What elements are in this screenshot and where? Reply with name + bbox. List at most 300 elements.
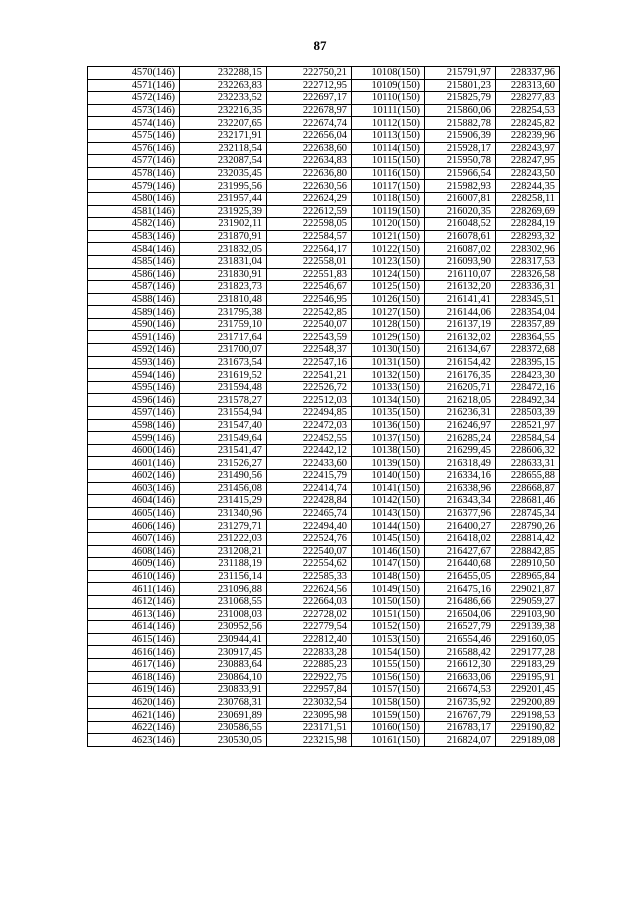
table-cell-coord-x-a: 231188,19: [180, 558, 267, 571]
table-cell-point-id-a: 4615(146): [88, 633, 180, 646]
table-cell-coord-x-b: 216087,02: [425, 243, 496, 256]
table-cell-coord-x-a: 231208,21: [180, 545, 267, 558]
table-row: [88, 268, 560, 281]
table-cell-point-id-b: 10124(150): [352, 268, 425, 281]
table-cell-point-id-b: 10111(150): [352, 104, 425, 117]
table-row: [88, 281, 560, 294]
table-row: [88, 621, 560, 634]
table-cell-point-id-b: 10132(150): [352, 369, 425, 382]
table-cell-coord-x-b: 216612,30: [425, 658, 496, 671]
table-cell-coord-y-b: 229139,38: [496, 621, 560, 634]
table-cell-coord-x-a: 231156,14: [180, 570, 267, 583]
page-number: 87: [313, 38, 327, 53]
table-cell-coord-y-a: 222812,40: [267, 633, 352, 646]
table-cell-coord-y-a: 222554,62: [267, 558, 352, 571]
table-cell-point-id-b: 10140(150): [352, 470, 425, 483]
table-cell-point-id-b: 10122(150): [352, 243, 425, 256]
table-cell-coord-x-a: 231831,04: [180, 255, 267, 268]
table-cell-coord-y-b: 229201,45: [496, 684, 560, 697]
table-cell-coord-x-a: 232263,83: [180, 79, 267, 92]
table-cell-point-id-a: 4581(146): [88, 205, 180, 218]
table-cell-coord-x-b: 216767,79: [425, 709, 496, 722]
table-cell-point-id-b: 10144(150): [352, 520, 425, 533]
table-row: [88, 369, 560, 382]
table-cell-coord-x-b: 216205,71: [425, 381, 496, 394]
table-cell-coord-x-b: 216132,02: [425, 331, 496, 344]
table-cell-coord-x-b: 216007,81: [425, 192, 496, 205]
table-cell-coord-y-a: 222885,23: [267, 658, 352, 671]
table-cell-point-id-a: 4574(146): [88, 117, 180, 130]
table-cell-point-id-b: 10161(150): [352, 734, 425, 747]
table-row: [88, 470, 560, 483]
table-cell-coord-x-b: 216110,07: [425, 268, 496, 281]
table-cell-point-id-a: 4573(146): [88, 104, 180, 117]
table-cell-point-id-a: 4570(146): [88, 67, 180, 80]
table-cell-point-id-a: 4586(146): [88, 268, 180, 281]
table-cell-point-id-a: 4585(146): [88, 255, 180, 268]
table-cell-coord-x-b: 216440,68: [425, 558, 496, 571]
table-cell-point-id-a: 4579(146): [88, 180, 180, 193]
table-cell-coord-x-a: 230944,41: [180, 633, 267, 646]
table-cell-coord-y-b: 228247,95: [496, 155, 560, 168]
table-cell-coord-x-a: 231578,27: [180, 394, 267, 407]
table-cell-coord-y-a: 222542,85: [267, 306, 352, 319]
table-cell-coord-y-a: 222465,74: [267, 507, 352, 520]
table-cell-coord-x-a: 230864,10: [180, 671, 267, 684]
table-cell-coord-x-b: 216504,06: [425, 608, 496, 621]
table-cell-coord-x-b: 216455,05: [425, 570, 496, 583]
table-cell-coord-y-b: 228655,88: [496, 470, 560, 483]
table-cell-coord-y-b: 228472,16: [496, 381, 560, 394]
table-cell-coord-y-b: 228503,39: [496, 407, 560, 420]
table-cell-coord-x-a: 231594,48: [180, 381, 267, 394]
table-cell-point-id-b: 10149(150): [352, 583, 425, 596]
table-cell-point-id-b: 10120(150): [352, 218, 425, 231]
table-cell-coord-x-a: 230691,89: [180, 709, 267, 722]
table-cell-coord-x-a: 230883,64: [180, 658, 267, 671]
table-cell-coord-y-b: 228239,96: [496, 129, 560, 142]
table-cell-coord-y-b: 228423,30: [496, 369, 560, 382]
table-cell-point-id-a: 4588(146): [88, 293, 180, 306]
table-row: [88, 432, 560, 445]
table-cell-coord-y-a: 223095,98: [267, 709, 352, 722]
table-cell-coord-y-a: 222526,72: [267, 381, 352, 394]
table-cell-coord-x-a: 231830,91: [180, 268, 267, 281]
table-cell-coord-y-b: 228790,26: [496, 520, 560, 533]
table-cell-coord-x-b: 216246,97: [425, 419, 496, 432]
table-row: [88, 293, 560, 306]
table-cell-coord-y-a: 222664,03: [267, 595, 352, 608]
table-cell-coord-y-a: 222494,85: [267, 407, 352, 420]
table-cell-point-id-b: 10127(150): [352, 306, 425, 319]
table-cell-point-id-a: 4584(146): [88, 243, 180, 256]
table-cell-coord-x-b: 216486,66: [425, 595, 496, 608]
table-cell-point-id-b: 10117(150): [352, 180, 425, 193]
table-cell-coord-y-a: 222750,21: [267, 67, 352, 80]
table-cell-point-id-a: 4571(146): [88, 79, 180, 92]
table-cell-coord-x-a: 230768,31: [180, 696, 267, 709]
table-cell-coord-y-b: 229183,29: [496, 658, 560, 671]
table-cell-point-id-a: 4609(146): [88, 558, 180, 571]
table-cell-point-id-b: 10157(150): [352, 684, 425, 697]
table-cell-coord-y-b: 228284,19: [496, 218, 560, 231]
table-cell-coord-y-b: 228243,50: [496, 167, 560, 180]
table-cell-coord-y-a: 222957,84: [267, 684, 352, 697]
table-cell-coord-x-a: 231549,64: [180, 432, 267, 445]
table-row: [88, 356, 560, 369]
table-cell-point-id-b: 10147(150): [352, 558, 425, 571]
table-cell-coord-y-a: 222543,59: [267, 331, 352, 344]
table-cell-coord-x-b: 216674,53: [425, 684, 496, 697]
table-cell-coord-x-a: 232118,54: [180, 142, 267, 155]
table-cell-coord-y-b: 229189,08: [496, 734, 560, 747]
table-row: [88, 331, 560, 344]
table-cell-coord-x-b: 215906,39: [425, 129, 496, 142]
table-cell-point-id-a: 4602(146): [88, 470, 180, 483]
table-cell-coord-x-a: 232216,35: [180, 104, 267, 117]
table-cell-coord-x-a: 231810,48: [180, 293, 267, 306]
table-cell-coord-x-b: 215982,93: [425, 180, 496, 193]
table-cell-coord-x-a: 231541,47: [180, 444, 267, 457]
table-cell-coord-y-b: 228521,97: [496, 419, 560, 432]
table-cell-coord-x-b: 216427,67: [425, 545, 496, 558]
table-cell-coord-x-b: 216343,34: [425, 495, 496, 508]
table-cell-coord-x-b: 216285,24: [425, 432, 496, 445]
table-cell-coord-y-b: 228345,51: [496, 293, 560, 306]
table-row: [88, 545, 560, 558]
table-row: [88, 671, 560, 684]
table-cell-coord-x-a: 230833,91: [180, 684, 267, 697]
table-cell-point-id-a: 4590(146): [88, 318, 180, 331]
table-cell-coord-x-a: 231554,94: [180, 407, 267, 420]
table-cell-point-id-a: 4580(146): [88, 192, 180, 205]
table-cell-coord-y-a: 222630,56: [267, 180, 352, 193]
table-row: [88, 104, 560, 117]
table-cell-point-id-b: 10159(150): [352, 709, 425, 722]
table-cell-point-id-a: 4596(146): [88, 394, 180, 407]
table-cell-coord-x-b: 216824,07: [425, 734, 496, 747]
table-cell-coord-y-a: 222428,84: [267, 495, 352, 508]
table-cell-coord-y-b: 228965,84: [496, 570, 560, 583]
table-row: [88, 218, 560, 231]
table-cell-coord-y-a: 222833,28: [267, 646, 352, 659]
table-cell-coord-y-b: 229200,89: [496, 696, 560, 709]
table-cell-coord-y-b: 228910,50: [496, 558, 560, 571]
table-cell-coord-y-b: 228317,53: [496, 255, 560, 268]
table-cell-coord-y-a: 222548,37: [267, 344, 352, 357]
table-cell-coord-y-b: 228258,11: [496, 192, 560, 205]
table-cell-coord-y-b: 228842,85: [496, 545, 560, 558]
table-cell-coord-y-a: 222697,17: [267, 92, 352, 105]
table-cell-point-id-a: 4577(146): [88, 155, 180, 168]
table-cell-point-id-a: 4576(146): [88, 142, 180, 155]
table-cell-coord-x-a: 231759,10: [180, 318, 267, 331]
table-cell-point-id-b: 10156(150): [352, 671, 425, 684]
table-row: [88, 92, 560, 105]
table-cell-point-id-a: 4598(146): [88, 419, 180, 432]
table-cell-coord-y-b: 229190,82: [496, 721, 560, 734]
table-cell-coord-x-b: 216377,96: [425, 507, 496, 520]
table-cell-coord-x-b: 216137,19: [425, 318, 496, 331]
table-cell-coord-x-a: 230952,56: [180, 621, 267, 634]
table-cell-coord-x-a: 230917,45: [180, 646, 267, 659]
table-cell-point-id-a: 4604(146): [88, 495, 180, 508]
table-cell-coord-y-a: 222452,55: [267, 432, 352, 445]
table-row: [88, 558, 560, 571]
table-cell-coord-y-a: 223032,54: [267, 696, 352, 709]
table-cell-coord-y-a: 222442,12: [267, 444, 352, 457]
table-cell-point-id-b: 10158(150): [352, 696, 425, 709]
table-cell-coord-x-a: 232207,65: [180, 117, 267, 130]
table-cell-coord-x-b: 216134,67: [425, 344, 496, 357]
table-cell-coord-y-a: 222472,03: [267, 419, 352, 432]
table-cell-coord-y-b: 228606,32: [496, 444, 560, 457]
table-cell-point-id-a: 4594(146): [88, 369, 180, 382]
table-cell-coord-y-a: 222564,17: [267, 243, 352, 256]
table-row: [88, 532, 560, 545]
table-cell-coord-y-a: 222558,01: [267, 255, 352, 268]
table-cell-point-id-a: 4587(146): [88, 281, 180, 294]
table-cell-coord-y-b: 228326,58: [496, 268, 560, 281]
table-cell-point-id-b: 10115(150): [352, 155, 425, 168]
table-row: [88, 117, 560, 130]
table-cell-coord-x-b: 216218,05: [425, 394, 496, 407]
table-cell-point-id-b: 10116(150): [352, 167, 425, 180]
table-cell-coord-x-a: 231673,54: [180, 356, 267, 369]
table-cell-point-id-a: 4592(146): [88, 344, 180, 357]
table-cell-coord-x-a: 232035,45: [180, 167, 267, 180]
table-cell-point-id-b: 10128(150): [352, 318, 425, 331]
table-cell-point-id-b: 10112(150): [352, 117, 425, 130]
table-cell-point-id-a: 4608(146): [88, 545, 180, 558]
table-cell-coord-y-a: 222728,02: [267, 608, 352, 621]
table-cell-coord-y-b: 228269,69: [496, 205, 560, 218]
table-cell-coord-x-a: 231902,11: [180, 218, 267, 231]
table-cell-point-id-a: 4597(146): [88, 407, 180, 420]
table-cell-point-id-a: 4591(146): [88, 331, 180, 344]
table-row: [88, 67, 560, 80]
table-cell-coord-y-a: 222540,07: [267, 545, 352, 558]
table-cell-coord-x-a: 231279,71: [180, 520, 267, 533]
table-cell-coord-y-b: 228293,32: [496, 230, 560, 243]
table-cell-point-id-b: 10118(150): [352, 192, 425, 205]
table-cell-point-id-a: 4606(146): [88, 520, 180, 533]
table-cell-point-id-b: 10108(150): [352, 67, 425, 80]
table-cell-coord-y-a: 223171,51: [267, 721, 352, 734]
table-row: [88, 155, 560, 168]
table-cell-coord-y-a: 222524,76: [267, 532, 352, 545]
table-cell-coord-x-b: 216735,92: [425, 696, 496, 709]
table-cell-point-id-a: 4605(146): [88, 507, 180, 520]
table-cell-point-id-b: 10119(150): [352, 205, 425, 218]
table-cell-coord-y-b: 228277,83: [496, 92, 560, 105]
table-cell-coord-y-b: 228681,46: [496, 495, 560, 508]
table-cell-coord-y-b: 228584,54: [496, 432, 560, 445]
table-cell-coord-x-a: 231096,88: [180, 583, 267, 596]
table-row: [88, 595, 560, 608]
table-cell-coord-y-b: 229198,53: [496, 709, 560, 722]
table-cell-coord-y-b: 228364,55: [496, 331, 560, 344]
table-row: [88, 344, 560, 357]
table-cell-coord-y-a: 222540,07: [267, 318, 352, 331]
table-cell-coord-x-b: 216338,96: [425, 482, 496, 495]
table-cell-coord-y-a: 222433,60: [267, 457, 352, 470]
table-cell-coord-x-b: 215928,17: [425, 142, 496, 155]
table-cell-coord-x-a: 230530,05: [180, 734, 267, 747]
table-cell-point-id-a: 4616(146): [88, 646, 180, 659]
table-cell-point-id-b: 10133(150): [352, 381, 425, 394]
table-cell-point-id-b: 10109(150): [352, 79, 425, 92]
table-cell-point-id-a: 4611(146): [88, 583, 180, 596]
table-cell-coord-y-a: 222712,95: [267, 79, 352, 92]
table-cell-coord-x-a: 231870,91: [180, 230, 267, 243]
table-cell-coord-y-b: 228395,15: [496, 356, 560, 369]
table-cell-point-id-a: 4589(146): [88, 306, 180, 319]
table-row: [88, 192, 560, 205]
table-cell-coord-x-a: 231547,40: [180, 419, 267, 432]
table-row: [88, 381, 560, 394]
table-cell-coord-y-b: 229160,05: [496, 633, 560, 646]
table-cell-coord-y-a: 222678,97: [267, 104, 352, 117]
table-cell-coord-y-b: 229195,91: [496, 671, 560, 684]
table-row: [88, 457, 560, 470]
table-cell-coord-y-a: 222584,57: [267, 230, 352, 243]
table-cell-coord-y-b: 228245,82: [496, 117, 560, 130]
table-cell-point-id-b: 10135(150): [352, 407, 425, 420]
table-cell-point-id-a: 4599(146): [88, 432, 180, 445]
table-cell-coord-y-b: 229021,87: [496, 583, 560, 596]
table-cell-coord-y-a: 222636,80: [267, 167, 352, 180]
table-cell-coord-y-b: 229103,90: [496, 608, 560, 621]
table-cell-coord-x-b: 216334,16: [425, 470, 496, 483]
table-cell-point-id-a: 4601(146): [88, 457, 180, 470]
table-row: [88, 658, 560, 671]
table-cell-coord-x-b: 216400,27: [425, 520, 496, 533]
table-cell-coord-y-a: 222541,21: [267, 369, 352, 382]
table-cell-coord-x-b: 216418,02: [425, 532, 496, 545]
table-cell-point-id-b: 10110(150): [352, 92, 425, 105]
table-cell-coord-y-a: 222494,40: [267, 520, 352, 533]
table-cell-coord-y-a: 222922,75: [267, 671, 352, 684]
table-cell-coord-x-a: 231832,05: [180, 243, 267, 256]
table-cell-point-id-a: 4603(146): [88, 482, 180, 495]
table-cell-coord-x-b: 215801,23: [425, 79, 496, 92]
table-cell-point-id-a: 4619(146): [88, 684, 180, 697]
table-cell-point-id-b: 10131(150): [352, 356, 425, 369]
table-cell-coord-x-b: 216554,46: [425, 633, 496, 646]
table-row: [88, 394, 560, 407]
table-cell-coord-x-a: 231526,27: [180, 457, 267, 470]
table-cell-point-id-a: 4600(146): [88, 444, 180, 457]
table-row: [88, 167, 560, 180]
table-cell-coord-x-a: 231995,56: [180, 180, 267, 193]
table-cell-point-id-a: 4607(146): [88, 532, 180, 545]
table-cell-coord-x-b: 215966,54: [425, 167, 496, 180]
table-cell-coord-y-b: 228244,35: [496, 180, 560, 193]
table-cell-coord-x-b: 216144,06: [425, 306, 496, 319]
table-cell-point-id-a: 4572(146): [88, 92, 180, 105]
table-cell-coord-x-a: 231340,96: [180, 507, 267, 520]
table-cell-point-id-a: 4618(146): [88, 671, 180, 684]
table-cell-coord-x-a: 232233,52: [180, 92, 267, 105]
table-cell-coord-y-a: 222624,56: [267, 583, 352, 596]
table-cell-coord-x-a: 231717,64: [180, 331, 267, 344]
table-cell-point-id-b: 10155(150): [352, 658, 425, 671]
table-cell-point-id-a: 4593(146): [88, 356, 180, 369]
table-row: [88, 419, 560, 432]
table-row: [88, 696, 560, 709]
table-row: [88, 495, 560, 508]
table-cell-point-id-b: 10151(150): [352, 608, 425, 621]
table-cell-point-id-a: 4613(146): [88, 608, 180, 621]
table-cell-point-id-b: 10152(150): [352, 621, 425, 634]
table-cell-coord-x-b: 216048,52: [425, 218, 496, 231]
table-row: [88, 407, 560, 420]
table-row: [88, 482, 560, 495]
table-cell-coord-x-a: 231823,73: [180, 281, 267, 294]
table-cell-coord-y-b: 228337,96: [496, 67, 560, 80]
table-row: [88, 520, 560, 533]
table-cell-point-id-a: 4575(146): [88, 129, 180, 142]
table-cell-coord-y-b: 228354,04: [496, 306, 560, 319]
table-row: [88, 255, 560, 268]
table-cell-coord-x-b: 215791,97: [425, 67, 496, 80]
table-cell-point-id-a: 4614(146): [88, 621, 180, 634]
table-cell-point-id-b: 10130(150): [352, 344, 425, 357]
table-cell-coord-y-a: 223215,98: [267, 734, 352, 747]
table-cell-point-id-b: 10137(150): [352, 432, 425, 445]
table-row: [88, 646, 560, 659]
table-cell-point-id-b: 10121(150): [352, 230, 425, 243]
table-row: [88, 608, 560, 621]
table-cell-coord-x-b: 215950,78: [425, 155, 496, 168]
table-cell-coord-y-a: 222638,60: [267, 142, 352, 155]
table-row: [88, 205, 560, 218]
table-row: [88, 79, 560, 92]
table-cell-point-id-a: 4620(146): [88, 696, 180, 709]
table-cell-coord-y-b: 228745,34: [496, 507, 560, 520]
table-cell-coord-y-a: 222656,04: [267, 129, 352, 142]
table-cell-coord-x-b: 216078,61: [425, 230, 496, 243]
table-cell-point-id-a: 4612(146): [88, 595, 180, 608]
table-cell-point-id-a: 4583(146): [88, 230, 180, 243]
table-cell-point-id-b: 10138(150): [352, 444, 425, 457]
table-row: [88, 243, 560, 256]
table-cell-point-id-b: 10113(150): [352, 129, 425, 142]
table-cell-coord-y-b: 228668,87: [496, 482, 560, 495]
table-row: [88, 507, 560, 520]
table-cell-coord-y-b: 228254,53: [496, 104, 560, 117]
table-cell-coord-x-a: 231957,44: [180, 192, 267, 205]
table-cell-coord-y-a: 222512,03: [267, 394, 352, 407]
table-cell-point-id-b: 10125(150): [352, 281, 425, 294]
table-cell-point-id-b: 10154(150): [352, 646, 425, 659]
table-cell-coord-x-b: 216132,20: [425, 281, 496, 294]
table-row: [88, 709, 560, 722]
table-cell-coord-x-b: 215860,06: [425, 104, 496, 117]
table-cell-coord-y-a: 222547,16: [267, 356, 352, 369]
table-cell-point-id-a: 4578(146): [88, 167, 180, 180]
table-cell-coord-x-a: 231490,56: [180, 470, 267, 483]
table-cell-coord-y-b: 229059,27: [496, 595, 560, 608]
table-cell-point-id-a: 4621(146): [88, 709, 180, 722]
table-cell-coord-y-a: 222415,79: [267, 470, 352, 483]
table-cell-coord-x-b: 216318,49: [425, 457, 496, 470]
table-cell-coord-x-a: 231222,03: [180, 532, 267, 545]
table-cell-coord-x-a: 232288,15: [180, 67, 267, 80]
table-cell-point-id-b: 10153(150): [352, 633, 425, 646]
table-cell-coord-x-a: 232171,91: [180, 129, 267, 142]
